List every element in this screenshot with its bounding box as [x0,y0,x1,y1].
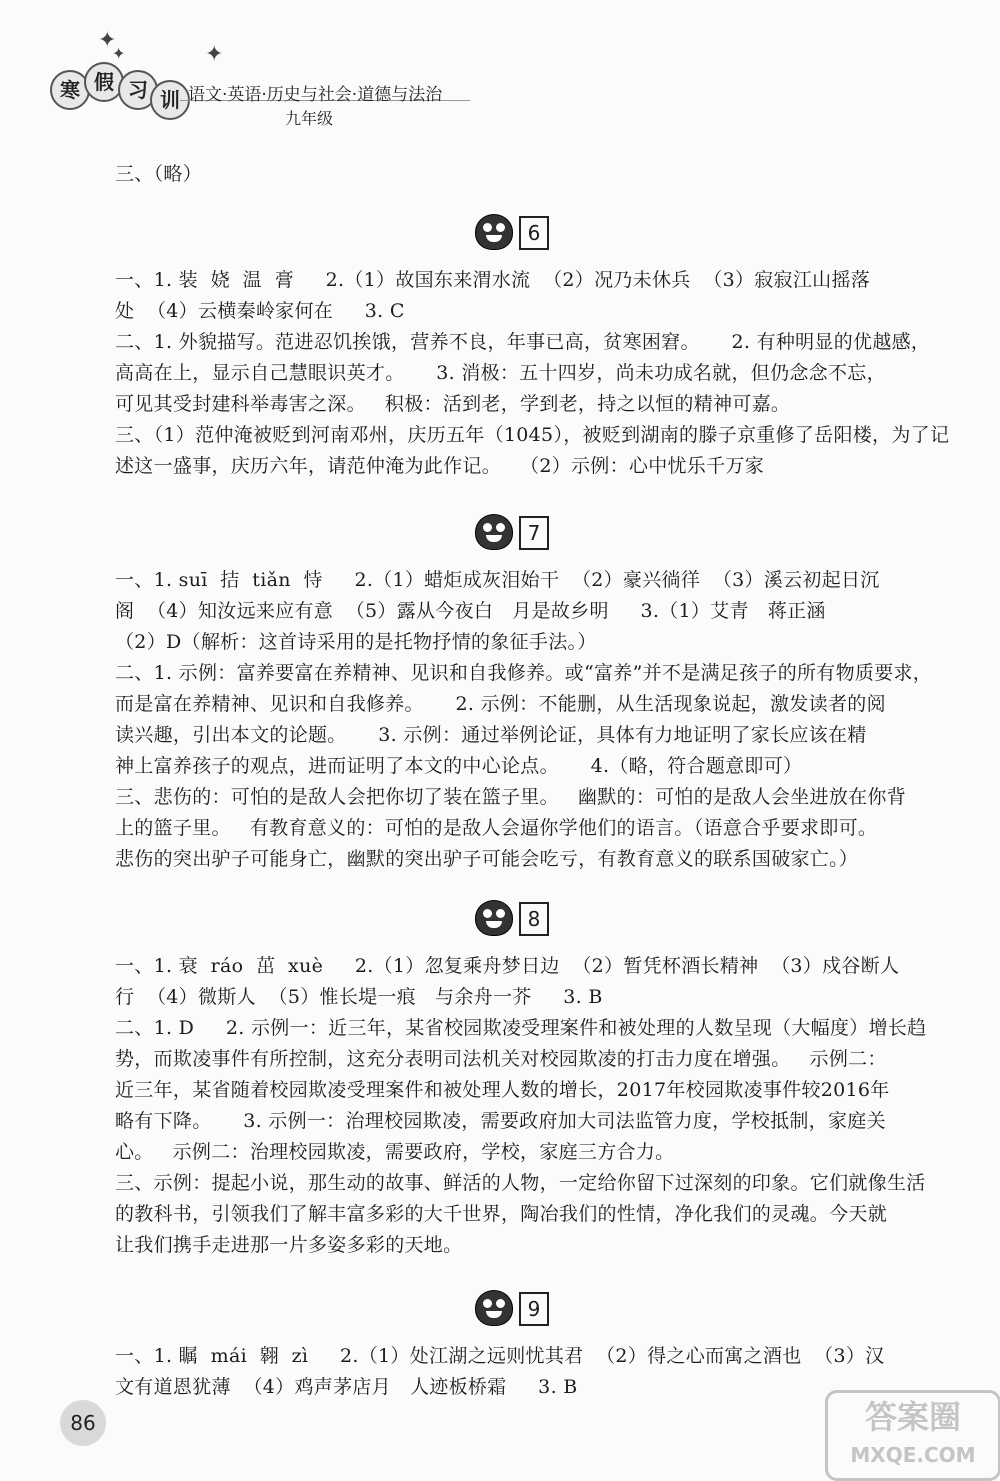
section-header [475,512,675,556]
section-number: 6 [519,216,549,250]
logo-char: 习 [118,70,158,110]
answer-line: 心。 示例二：治理校园欺凌，需要政府，学校，家庭三方合力。 [115,1141,675,1163]
answer-line: 一、1. 装 娆 温 膏 2.（1）故国东来渭水流 （2）况乃未休兵 （3）寂寂江山摇落 [115,269,871,291]
answer-line: 三、示例：提起小说，那生动的故事、鲜活的人物，一定给你留下过深刻的印象。它们就像生活 [115,1172,926,1194]
page-header [0,0,1000,150]
answer-line: 读兴趣，引出本文的论题。 3. 示例：通过举例论证，具体有力地证明了家长应该在精 [115,724,867,746]
section-header [475,898,675,942]
answer-line: 处 （4）云横秦岭家何在 3. C [115,300,405,322]
section-number: 8 [519,902,549,936]
logo-char: 假 [84,62,124,102]
answer-line: 可见其受封建科举毒害之深。 积极：活到老，学到老，持之以恒的精神可嘉。 [115,393,791,415]
answer-line: 一、1. 瞩 mái 翱 zì 2.（1）处江湖之远则忧其君 （2）得之心而寓之酒也 （3）汉 [115,1345,885,1367]
mascot-icon [475,214,513,250]
intro-line: 三、（略） [115,163,203,185]
answer-line: 的教科书，引领我们了解丰富多彩的大千世界，陶冶我们的性情，净化我们的灵魂。今天就 [115,1203,888,1225]
answer-line: 三、（1）范仲淹被贬到河南邓州，庆历五年（1045），被贬到湖南的滕子京重修了岳阳楼，为了记 [115,424,950,446]
mascot-icon [475,514,513,550]
watermark [825,1390,1000,1481]
header-grade: 九年级 [285,109,334,128]
star-icon: ✦ [205,42,224,67]
answer-line: 一、1. 衰 ráo 茁 xuè 2.（1）忽复乘舟梦日边 （2）暂凭杯酒长精神 （3）戍谷断人 [115,955,900,977]
header-subjects: 语文·英语·历史与社会·道德与法治 [188,85,443,105]
mascot-icon [475,900,513,936]
mascot-icon [475,1290,513,1326]
section-number: 7 [519,516,549,550]
answer-line: 略有下降。 3. 示例一：治理校园欺凌，需要政府加大司法监管力度，学校抵制，家庭关 [115,1110,886,1132]
answer-line: 二、1. D 2. 示例一：近三年，某省校园欺凌受理案件和被处理的人数呈现（大幅度）增长趋 [115,1017,927,1039]
answer-line: 阁 （4）知汝远来应有意 （5）露从今夜白 月是故乡明 3.（1）艾青 蒋正涵 [115,600,826,622]
answer-line: 述这一盛事，庆历六年，请范仲淹为此作记。 （2）示例：心中忧乐千万家 [115,455,765,477]
answer-line: 行 （4）微斯人 （5）惟长堤一痕 与余舟一芥 3. B [115,986,603,1008]
answer-line: 二、1. 示例：富养要富在养精神、见识和自我修养。或“富养”并不是满足孩子的所有物质要求， [115,662,933,684]
page-number: 86 [60,1400,106,1446]
section-number: 9 [519,1292,549,1326]
answer-line: 势，而欺凌事件有所控制，这充分表明司法机关对校园欺凌的打击力度在增强。 示例二： [115,1048,887,1070]
answer-line: 而是富在养精神、见识和自我修养。 2. 示例：不能删，从生活现象说起，激发读者的阅 [115,693,886,715]
star-icon: ✦ [98,28,117,53]
answer-line: （2）D（解析：这首诗采用的是托物抒情的象征手法。） [115,631,597,653]
answer-line: 神上富养孩子的观点，进而证明了本文的中心论点。 4.（略，符合题意即可） [115,755,803,777]
answer-line: 上的篮子里。 有教育意义的：可怕的是敌人会逼你学他们的语言。（语意合乎要求即可。 [115,817,878,839]
answer-line: 一、1. suī 拮 tiǎn 恃 2.（1）蜡炬成灰泪始干 （2）豪兴徜徉 （3）溪云初起日沉 [115,569,880,591]
answer-line: 二、1. 外貌描写。范进忍饥挨饿，营养不良，年事已高，贫寒困窘。 2. 有种明显的优越感， [115,331,931,353]
watermark-url: MXQE.COM [850,1443,976,1467]
watermark-logo-text: 答案圈 [864,1398,961,1436]
section-header [475,212,675,256]
series-logo [0,28,224,138]
answer-line: 近三年，某省随着校园欺凌受理案件和被处理人数的增长，2017年校园欺凌事件较2016年 [115,1079,890,1101]
answer-line: 三、悲伤的：可怕的是敌人会把你切了装在篮子里。 幽默的：可怕的是敌人会坐进放在你背 [115,786,907,808]
answer-line: 文有道恩犹薄 （4）鸡声茅店月 人迹板桥霜 3. B [115,1376,578,1398]
answer-line: 悲伤的突出驴子可能身亡，幽默的突出驴子可能会吃亏，有教育意义的联系国破家亡。） [115,848,859,870]
answer-line: 高高在上，显示自己慧眼识英才。 3. 消极：五十四岁，尚未功成名就，但仍念念不忘， [115,362,886,384]
logo-char: 寒 [50,70,90,110]
star-icon: ✦ [112,44,126,63]
answer-line: 让我们携手走进那一片多姿多彩的天地。 [115,1234,463,1256]
logo-char: 训 [150,80,190,120]
section-header [475,1288,675,1332]
